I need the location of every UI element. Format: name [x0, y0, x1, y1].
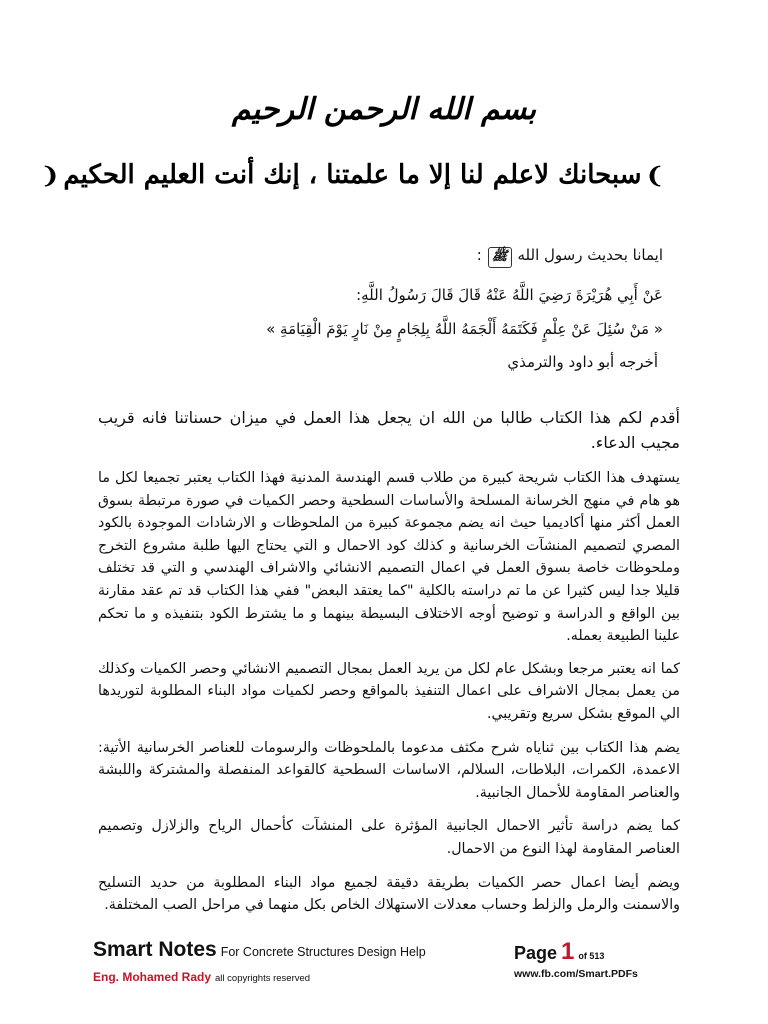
paragraph-intro: أقدم لكم هذا الكتاب طالبا من الله ان يجعل هذا العمل في ميزان حسناتنا فانه قريب مجيب الدعاء. [98, 408, 680, 452]
footer-page-block [514, 938, 638, 980]
quran-verse-text: سبحانك لاعلم لنا إلا ما علمتنا ، إنك أنت العليم الحكيم [63, 160, 642, 190]
copyright-notice: all copyrights reserved [215, 973, 311, 984]
author-name: Eng. Mohamed Rady [93, 970, 212, 984]
page-number: 1 [561, 938, 575, 965]
website-link[interactable]: www.fb.com/Smart.PDFs [514, 968, 638, 980]
brand-subtitle: For Concrete Structures Design Help [220, 945, 426, 959]
paragraph-quantities: ويضم أيضا اعمال حصر الكميات بطريقة دقيقة لجميع مواد البناء المطلوبة من حديد التسليح والاسمنت والرمل والزلط وحساب معدلات الاستهلاك الخاص بكل منهما في مراحل الصب المختلفة. [98, 874, 680, 914]
paragraph-reference: كما انه يعتبر مرجعا وبشكل عام لكل من يريد العمل بمجال التصميم الانشائي وحصر الكميات وكذلك من يعمل بمجال الاشراف على اعمال التنفيذ بالمواقع وحصر لكميات مواد البناء المطلوبة لتوريدها الي الموقع بشكل سريع وتقريبي. [98, 660, 680, 722]
hadith-intro [477, 246, 663, 268]
paragraph-lateral-loads: كما يضم دراسة تأثير الاحمال الجانبية المؤثرة على المنشآت كأحمال الرياح والزلازل وتصميم العناصر المقاومة لهذا النوع من الاحمال. [98, 818, 680, 857]
ornament-right-bracket: ❩ [645, 163, 664, 189]
page-label: Page [514, 943, 558, 963]
quran-verse [40, 160, 668, 190]
page-total: of 513 [578, 951, 605, 961]
body-text [98, 405, 680, 928]
hadith-text: « مَنْ سُئِلَ عَنْ عِلْمٍ فَكَتَمَهُ أَلْجَمَهُ اللَّهُ بِلِجَامٍ مِنْ نَارٍ يَوْمَ الْقِيَامَةِ » [266, 320, 663, 338]
paragraph-contents: يضم هذا الكتاب بين ثناياه شرح مكثف مدعوما بالملحوظات والرسومات للعناصر الخرسانية الأتية: الاعمدة، الكمرات، البلاطات، السلالم، الاساسات السطحية كالقواعد المنفصلة والمشتركة واللبشة والعناصر المقاومة للأحمال الجانبية. [98, 739, 680, 801]
brand-title: Smart Notes [93, 938, 217, 961]
hadith-intro-text: ايمانا بحديث رسول الله [517, 246, 663, 264]
basmala-calligraphy: بسم الله الرحمن الرحيم [231, 92, 537, 127]
pbuh-calligraphy: ﷺ [488, 247, 512, 268]
ornament-left-bracket: ❨ [40, 163, 60, 189]
hadith-intro-colon: : [476, 246, 482, 264]
paragraph-target-audience: يستهدف هذا الكتاب شريحة كبيرة من طلاب قسم الهندسة المدنية فهذا الكتاب يعتبر تجميعا لكل ما هو هام في منهج الخرسانة المسلحة والأساسات السطحية وحصر الكميات في صورة مرتبطة بسوق العمل أكثر منها أكاديميا حيث انه يضم مجموعة كبيرة من الملحوظات و الارشادات الموجودة بالكود المصري لتصميم المنشآت الخرسانية و كذلك كود الاحمال و التي يحتاج اليها طلبة مشروع التخرج وملحوظات خاصة بسوق العمل في اعمال التصميم الانشائي والاشراف الهندسي و التي قد تختلف قليلا جدا ليس كثيرا عن ما تم دراسته بالكلية "كما يعتقد البعض" ففي هذا الكتاب قد تم عقد مقارنة بين الواقع و الدراسة و توضيح أوجه الاختلاف البسيطة بينهما و ما يشترط الكود بتنفيذه و ما تحكم علينا الطبيعة بعمله. [98, 470, 680, 645]
footer-brand-block [93, 938, 426, 985]
hadith-chain: عَنْ أَبِي هُرَيْرَةَ رَضِيَ اللَّهُ عَنْهُ قَالَ قَالَ رَسُولُ اللَّهِ: [356, 286, 663, 304]
hadith-source: أخرجه أبو داود والترمذي [507, 353, 658, 371]
